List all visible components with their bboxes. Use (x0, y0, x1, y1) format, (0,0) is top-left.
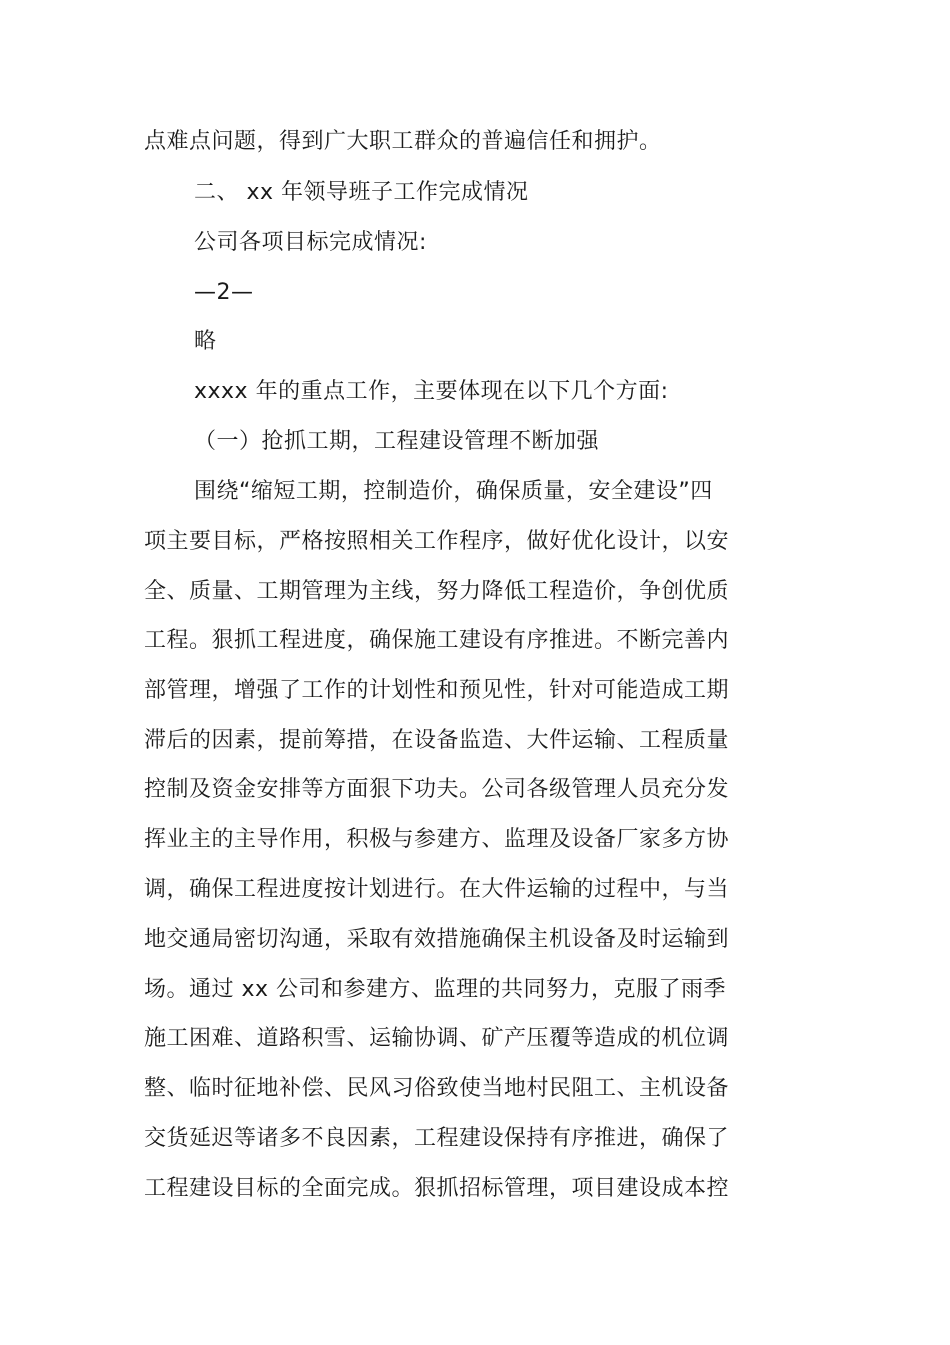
paragraph-line: 部管理，增强了工作的计划性和预见性，针对可能造成工期 (144, 678, 730, 703)
paragraph-line: 场。通过 xx 公司和参建方、监理的共同努力，克服了雨季 (144, 977, 727, 1002)
paragraph-line: 施工困难、道路积雪、运输协调、矿产压覆等造成的机位调 (144, 1026, 730, 1051)
paragraph-line: 挥业主的主导作用，积极与参建方、监理及设备厂家多方协 (144, 827, 730, 852)
page-number: —2— (194, 280, 254, 305)
paragraph-line: 项主要目标，严格按照相关工作程序，做好优化设计，以安 (144, 529, 730, 554)
paragraph-line: 整、临时征地补偿、民风习俗致使当地村民阻工、主机设备 (144, 1076, 730, 1101)
paragraph-line: 工程。狠抓工程进度，确保施工建设有序推进。不断完善内 (144, 628, 730, 653)
paragraph-line: 全、质量、工期管理为主线，努力降低工程造价，争创优质 (144, 579, 730, 604)
paragraph-line: 公司各项目标完成情况: (194, 230, 427, 255)
paragraph-line: 调，确保工程进度按计划进行。在大件运输的过程中，与当 (144, 877, 730, 902)
paragraph-line: 交货延迟等诸多不良因素，工程建设保持有序推进，确保了 (144, 1126, 730, 1151)
paragraph-line: 点难点问题，得到广大职工群众的普遍信任和拥护。 (144, 129, 662, 154)
paragraph-line: 滞后的因素，提前筹措，在设备监造、大件运输、工程质量 (144, 728, 730, 753)
paragraph-line: 略 (194, 329, 217, 354)
paragraph-line: xxxx 年的重点工作，主要体现在以下几个方面: (194, 379, 669, 404)
paragraph-line: 地交通局密切沟通，采取有效措施确保主机设备及时运输到 (144, 927, 730, 952)
paragraph-line: 控制及资金安排等方面狠下功夫。公司各级管理人员充分发 (144, 777, 730, 802)
paragraph-line: 工程建设目标的全面完成。狠抓招标管理，项目建设成本控 (144, 1176, 730, 1201)
section-heading: 二、 xx 年领导班子工作完成情况 (194, 180, 529, 205)
paragraph-line: 围绕“缩短工期，控制造价，确保质量，安全建设”四 (194, 479, 713, 504)
subsection-heading: （一）抢抓工期，工程建设管理不断加强 (194, 429, 600, 454)
